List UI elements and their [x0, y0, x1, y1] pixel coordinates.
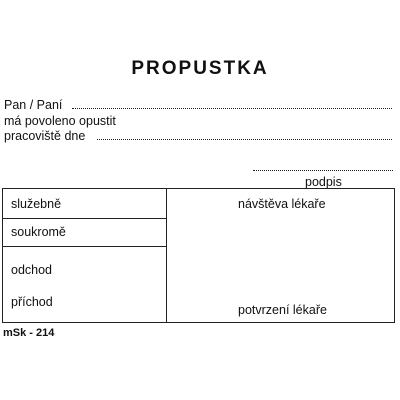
cell-sluzebne[interactable]: služebně	[11, 197, 62, 211]
table-divider-1	[3, 218, 166, 219]
form-code: mSk - 214	[3, 327, 55, 339]
table-divider-2	[3, 246, 166, 247]
signature-label: podpis	[305, 175, 342, 189]
label-ma-povoleno: má povoleno opustit	[4, 114, 116, 128]
name-fill-line[interactable]	[72, 108, 392, 109]
cell-potvrzeni-lekare[interactable]: potvrzení lékaře	[238, 303, 327, 317]
form-title: PROPUSTKA	[131, 58, 269, 79]
pass-table	[2, 188, 395, 323]
label-pracoviste-dne: pracoviště dne	[4, 129, 86, 143]
label-pan-pani: Pan / Paní	[4, 98, 63, 112]
signature-fill-line[interactable]	[253, 170, 393, 171]
cell-prichod[interactable]: příchod	[11, 295, 53, 309]
date-fill-line[interactable]	[97, 139, 392, 140]
cell-odchod[interactable]: odchod	[11, 263, 53, 277]
cell-navsteva-lekare[interactable]: návštěva lékaře	[238, 197, 326, 211]
cell-soukrome[interactable]: soukromě	[11, 225, 66, 239]
table-divider-vertical	[166, 189, 167, 322]
